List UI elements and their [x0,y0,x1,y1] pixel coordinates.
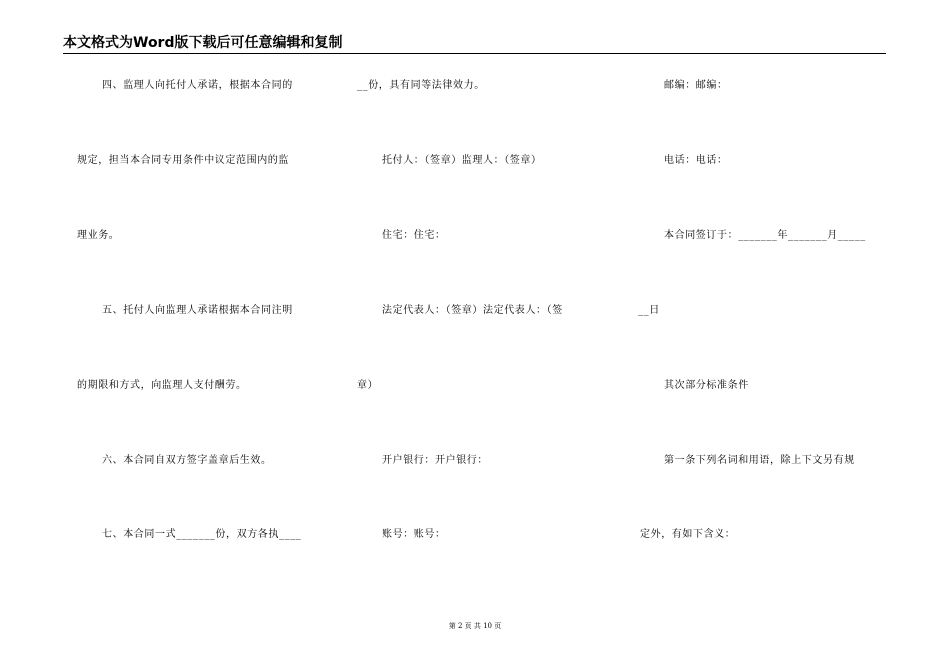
col3-line-4: __日 [638,305,660,316]
col3-line-5: 其次部分标准条件 [664,380,749,391]
col2-line-5: 章） [357,380,379,391]
col1-line-5: 的期限和方式，向监理人支付酬劳。 [77,380,247,391]
col1-line-1: 四、监理人向托付人承诺，根据本合同的 [102,80,293,91]
col3-line-3: 本合同签订于：_______年_______月_____ [664,230,866,241]
col2-line-3: 住宅：住宅： [382,230,446,241]
col3-line-2: 电话：电话： [664,155,728,166]
col2-line-2: 托付人：（签章）监理人：（签章） [382,155,542,166]
col1-line-6: 六、本合同自双方签字盖章后生效。 [102,455,272,466]
col1-line-4: 五、托付人向监理人承诺根据本合同注明 [102,305,293,316]
page-number-footer: 第 2 页 共 10 页 [448,622,502,630]
col3-line-1: 邮编：邮编： [664,80,728,91]
col2-line-1: __份，具有同等法律效力。 [357,80,485,91]
col1-line-7: 七、本合同一式_______份，双方各执____ [102,529,302,540]
col1-line-3: 理业务。 [77,230,120,241]
col3-line-7: 定外，有如下含义： [640,529,736,540]
header-divider [63,53,886,54]
document-header-title: 本文格式为Word版下载后可任意编辑和复制 [63,35,343,51]
col2-line-7: 账号：账号： [382,529,446,540]
col2-line-4: 法定代表人：（签章）法定代表人：（签 [382,305,563,316]
col1-line-2: 规定，担当本合同专用条件中议定范围内的监 [77,155,289,166]
col3-line-6: 第一条下列名词和用语，除上下文另有规 [664,455,855,466]
col2-line-6: 开户银行：开户银行： [382,455,488,466]
